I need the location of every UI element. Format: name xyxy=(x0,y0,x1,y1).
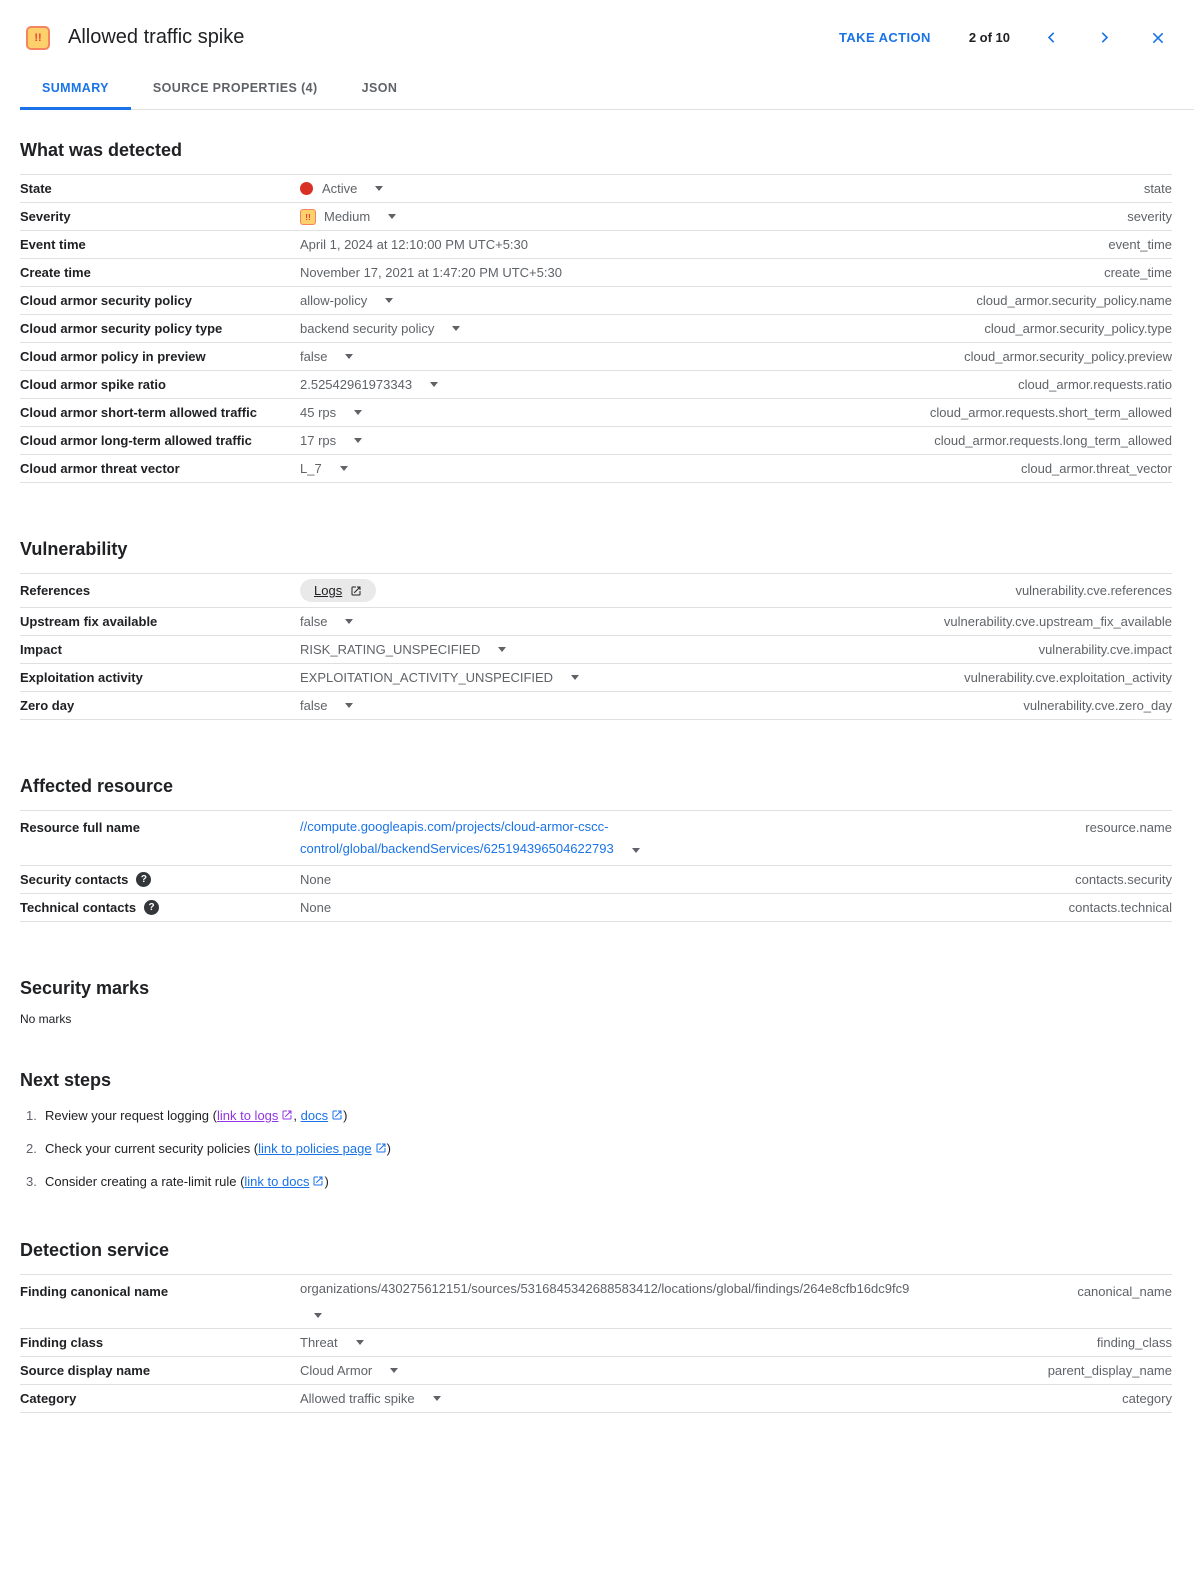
row-field-name: create_time xyxy=(1104,265,1172,280)
dropdown-arrow-icon[interactable] xyxy=(314,1313,322,1318)
field-row-severity xyxy=(20,202,1172,230)
severity-glyph: !! xyxy=(34,31,42,44)
link-to-docs[interactable] xyxy=(244,1174,324,1189)
page-title: Allowed traffic spike xyxy=(68,26,245,48)
row-field-name: cloud_armor.threat_vector xyxy=(1020,461,1172,476)
row-label: References xyxy=(20,583,91,598)
link-label: link to logs xyxy=(216,1108,279,1123)
security-contacts-label: Security contacts xyxy=(20,872,129,887)
next-steps-list xyxy=(20,1107,1172,1190)
row-field-name: vulnerability.cve.exploitation_activity xyxy=(964,670,1172,685)
row-label: Impact xyxy=(20,642,62,657)
row-label: Cloud armor long-term allowed traffic xyxy=(20,433,252,448)
field-row-upstream-fix xyxy=(20,607,1172,635)
close-icon xyxy=(1150,30,1166,46)
dropdown-arrow-icon[interactable] xyxy=(632,848,640,853)
severity-medium-icon xyxy=(26,26,50,50)
tab-source-properties[interactable]: SOURCE PROPERTIES (4) xyxy=(152,81,318,95)
section-heading: Next steps xyxy=(20,1070,112,1090)
row-field-name: cloud_armor.requests.long_term_allowed xyxy=(934,433,1172,448)
row-field-name: cloud_armor.security_policy.name xyxy=(976,293,1172,308)
finding-header xyxy=(0,0,1194,51)
step-text xyxy=(45,1173,329,1190)
next-step-item-2 xyxy=(26,1140,1172,1157)
row-value xyxy=(300,642,1039,657)
field-row-source-display-name xyxy=(20,1356,1172,1384)
row-field-name: cloud_armor.requests.ratio xyxy=(1018,377,1172,392)
row-label: Source display name xyxy=(20,1363,151,1378)
resource-link-line2: control/global/backendServices/625194396504622793 xyxy=(300,841,614,856)
finding-class-value: Threat xyxy=(300,1335,338,1350)
row-value xyxy=(300,349,964,364)
row-label: Cloud armor spike ratio xyxy=(20,377,166,392)
next-finding-button[interactable] xyxy=(1093,26,1116,49)
row-field-name: parent_display_name xyxy=(1047,1363,1172,1378)
row-field-name: canonical_name xyxy=(1077,1284,1172,1299)
dropdown-arrow-icon[interactable] xyxy=(354,438,362,443)
row-value xyxy=(300,237,1108,252)
source-display-value: Cloud Armor xyxy=(300,1363,373,1378)
dropdown-arrow-icon[interactable] xyxy=(388,214,396,219)
field-row-policy-preview xyxy=(20,342,1172,370)
field-row-exploitation xyxy=(20,663,1172,691)
dropdown-arrow-icon[interactable] xyxy=(345,619,353,624)
step-number: 3. xyxy=(26,1174,37,1189)
row-label: Finding canonical name xyxy=(20,1284,169,1299)
technical-contacts-label: Technical contacts xyxy=(20,900,137,915)
row-value xyxy=(300,181,1144,196)
help-glyph: ? xyxy=(140,874,147,885)
pagination-count: 2 of 10 xyxy=(968,30,1010,45)
row-label: Cloud armor security policy xyxy=(20,293,192,308)
field-row-zero-day xyxy=(20,691,1172,719)
field-row-canonical-name xyxy=(20,1274,1172,1328)
severity-glyph: !! xyxy=(305,211,311,222)
section-heading: What was detected xyxy=(20,140,183,160)
row-value xyxy=(300,433,934,448)
create-time-value: November 17, 2021 at 1:47:20 PM UTC+5:30 xyxy=(300,265,562,280)
field-row-technical-contacts xyxy=(20,893,1172,921)
step-suffix: ) xyxy=(343,1108,348,1123)
row-label: Resource full name xyxy=(20,820,140,835)
help-icon[interactable] xyxy=(144,900,159,915)
row-label: Finding class xyxy=(20,1335,104,1350)
row-value xyxy=(300,1391,1122,1406)
detection-rows xyxy=(20,1274,1172,1413)
dropdown-arrow-icon[interactable] xyxy=(433,1396,441,1401)
row-label: Exploitation activity xyxy=(20,670,143,685)
section-detection-service xyxy=(20,1240,1172,1413)
step-suffix: ) xyxy=(386,1141,391,1156)
dropdown-arrow-icon[interactable] xyxy=(430,382,438,387)
field-row-threat-vector xyxy=(20,454,1172,482)
field-row-references xyxy=(20,573,1172,607)
section-next-steps xyxy=(20,1070,1172,1190)
exploitation-value: EXPLOITATION_ACTIVITY_UNSPECIFIED xyxy=(300,670,554,685)
link-label: docs xyxy=(300,1108,329,1123)
section-vulnerability xyxy=(20,539,1172,720)
tab-summary[interactable]: SUMMARY xyxy=(20,69,131,110)
logs-chip-inner xyxy=(314,583,362,598)
field-row-resource-name xyxy=(20,810,1172,865)
resource-link-line1: //compute.googleapis.com/projects/cloud-armor-cscc- xyxy=(300,819,609,834)
row-field-name: event_time xyxy=(1108,237,1172,252)
policy-preview-value: false xyxy=(300,349,328,364)
close-button[interactable] xyxy=(1146,26,1170,50)
row-value xyxy=(300,614,944,629)
dropdown-arrow-icon[interactable] xyxy=(345,703,353,708)
impact-value: RISK_RATING_UNSPECIFIED xyxy=(300,642,481,657)
open-in-new-icon xyxy=(331,1109,343,1121)
logs-chip-button[interactable] xyxy=(300,579,376,602)
step-number: 2. xyxy=(26,1141,37,1156)
field-row-security-contacts xyxy=(20,865,1172,893)
row-field-name: vulnerability.cve.references xyxy=(1015,583,1172,598)
technical-contacts-value: None xyxy=(300,900,332,915)
dropdown-arrow-icon[interactable] xyxy=(340,466,348,471)
row-label: Cloud armor short-term allowed traffic xyxy=(20,405,257,420)
field-row-short-term xyxy=(20,398,1172,426)
active-state-dot-icon xyxy=(300,182,313,195)
row-field-name: resource.name xyxy=(1085,820,1172,835)
field-row-long-term xyxy=(20,426,1172,454)
canonical-caret-line xyxy=(314,1306,322,1321)
section-heading: Vulnerability xyxy=(20,539,128,559)
section-security-marks xyxy=(20,978,1172,1026)
chevron-right-icon xyxy=(1097,30,1112,45)
step-number: 1. xyxy=(26,1108,37,1123)
link-to-logs[interactable] xyxy=(217,1108,293,1123)
row-value xyxy=(300,1280,1077,1323)
dropdown-arrow-icon[interactable] xyxy=(375,186,383,191)
row-value xyxy=(300,816,1085,860)
row-value xyxy=(300,698,1023,713)
row-field-name: state xyxy=(1143,181,1172,196)
resource-link-line2-wrap xyxy=(300,838,640,860)
affected-rows xyxy=(20,810,1172,922)
row-value xyxy=(300,321,984,336)
field-row-spike-ratio xyxy=(20,370,1172,398)
field-row-create-time xyxy=(20,258,1172,286)
tab-bar xyxy=(20,69,1194,110)
row-value xyxy=(300,377,1018,392)
state-value: Active xyxy=(322,181,358,196)
field-row-category xyxy=(20,1384,1172,1412)
threat-vector-value: L_7 xyxy=(300,461,322,476)
row-value xyxy=(300,293,976,308)
summary-content xyxy=(0,140,1194,1583)
category-value: Allowed traffic spike xyxy=(300,1391,415,1406)
row-value xyxy=(300,265,1104,280)
tab-json[interactable]: JSON xyxy=(361,81,398,95)
row-label: Cloud armor security policy type xyxy=(20,321,223,336)
row-value xyxy=(300,1363,1048,1378)
link-to-policies-page[interactable] xyxy=(258,1141,386,1156)
dropdown-arrow-icon[interactable] xyxy=(571,675,579,680)
row-field-name: finding_class xyxy=(1096,1335,1172,1350)
upstream-fix-value: false xyxy=(300,614,328,629)
help-icon[interactable] xyxy=(136,872,151,887)
row-value xyxy=(300,579,1015,602)
field-row-state xyxy=(20,174,1172,202)
field-row-policy-name xyxy=(20,286,1172,314)
row-label: Cloud armor policy in preview xyxy=(20,349,206,364)
step-suffix: ) xyxy=(324,1174,329,1189)
severity-medium-badge-icon xyxy=(300,209,316,225)
spike-ratio-value: 2.52542961973343 xyxy=(300,377,413,392)
row-value xyxy=(300,405,930,420)
field-row-impact xyxy=(20,635,1172,663)
row-value xyxy=(300,872,1075,887)
step-separator: , xyxy=(293,1108,301,1123)
policy-name-value: allow-policy xyxy=(300,293,368,308)
vulnerability-rows xyxy=(20,573,1172,720)
dropdown-arrow-icon[interactable] xyxy=(385,298,393,303)
section-what-was-detected xyxy=(20,140,1172,483)
step-text xyxy=(45,1107,347,1124)
row-label: State xyxy=(20,181,52,196)
open-in-new-icon xyxy=(350,585,362,597)
row-value xyxy=(300,1335,1097,1350)
row-field-name: cloud_armor.requests.short_term_allowed xyxy=(929,405,1172,420)
no-marks-text: No marks xyxy=(20,1012,72,1026)
row-label: Cloud armor threat vector xyxy=(20,461,180,476)
row-field-name: category xyxy=(1122,1391,1172,1406)
detected-rows xyxy=(20,174,1172,483)
section-affected-resource xyxy=(20,776,1172,922)
finding-title-group xyxy=(26,26,244,50)
dropdown-arrow-icon[interactable] xyxy=(498,647,506,652)
open-in-new-icon xyxy=(281,1109,293,1121)
section-heading: Security marks xyxy=(20,978,150,998)
link-label: link to policies page xyxy=(258,1141,372,1156)
event-time-value: April 1, 2024 at 12:10:00 PM UTC+5:30 xyxy=(300,237,528,252)
row-field-name: cloud_armor.security_policy.preview xyxy=(964,349,1172,364)
link-label: link to docs xyxy=(244,1174,310,1189)
row-field-name: contacts.technical xyxy=(1068,900,1172,915)
open-in-new-icon xyxy=(375,1142,387,1154)
row-value xyxy=(300,900,1069,915)
security-contacts-value: None xyxy=(300,872,332,887)
header-actions xyxy=(831,24,1170,51)
row-label xyxy=(20,900,300,915)
policy-type-value: backend security policy xyxy=(300,321,435,336)
severity-value: Medium xyxy=(324,209,371,224)
link-to-docs[interactable] xyxy=(301,1108,343,1123)
open-in-new-icon xyxy=(312,1175,324,1187)
dropdown-arrow-icon[interactable] xyxy=(452,326,460,331)
row-label: Create time xyxy=(20,265,91,280)
row-field-name: cloud_armor.security_policy.type xyxy=(984,321,1172,336)
row-field-name: severity xyxy=(1127,209,1172,224)
chevron-left-icon xyxy=(1044,30,1059,45)
row-label: Zero day xyxy=(20,698,75,713)
step-prefix: Check your current security policies ( xyxy=(45,1141,259,1156)
section-heading: Detection service xyxy=(20,1240,170,1260)
row-field-name: vulnerability.cve.zero_day xyxy=(1023,698,1172,713)
step-text xyxy=(45,1140,391,1157)
dropdown-arrow-icon[interactable] xyxy=(345,354,353,359)
zero-day-value: false xyxy=(300,698,328,713)
field-row-policy-type xyxy=(20,314,1172,342)
row-label: Category xyxy=(20,1391,77,1406)
row-field-name: vulnerability.cve.upstream_fix_available xyxy=(943,614,1172,629)
resource-full-name-link[interactable] xyxy=(300,816,640,860)
row-value xyxy=(300,670,964,685)
help-glyph: ? xyxy=(148,902,155,913)
row-value xyxy=(300,209,1127,225)
field-row-finding-class xyxy=(20,1328,1172,1356)
step-prefix: Review your request logging ( xyxy=(45,1108,217,1123)
row-label: Upstream fix available xyxy=(20,614,158,629)
section-heading: Affected resource xyxy=(20,776,174,796)
row-field-name: vulnerability.cve.impact xyxy=(1038,642,1172,657)
next-step-item-3 xyxy=(26,1173,1172,1190)
take-action-button[interactable]: TAKE ACTION xyxy=(831,24,939,51)
next-step-item-1 xyxy=(26,1107,1172,1124)
row-label: Event time xyxy=(20,237,86,252)
long-term-value: 17 rps xyxy=(300,433,337,448)
short-term-value: 45 rps xyxy=(300,405,337,420)
row-label xyxy=(20,872,300,887)
logs-chip-label: Logs xyxy=(314,583,343,598)
row-value xyxy=(300,461,1021,476)
prev-finding-button[interactable] xyxy=(1040,26,1063,49)
field-row-event-time xyxy=(20,230,1172,258)
row-field-name: contacts.security xyxy=(1075,872,1172,887)
dropdown-arrow-icon[interactable] xyxy=(390,1368,398,1373)
canonical-name-value: organizations/430275612151/sources/5316845342688583412/locations/global/findings/264e8cfb16dc9fc9 xyxy=(300,1281,910,1296)
row-label: Severity xyxy=(20,209,71,224)
step-prefix: Consider creating a rate-limit rule ( xyxy=(45,1174,245,1189)
dropdown-arrow-icon[interactable] xyxy=(354,410,362,415)
dropdown-arrow-icon[interactable] xyxy=(356,1340,364,1345)
